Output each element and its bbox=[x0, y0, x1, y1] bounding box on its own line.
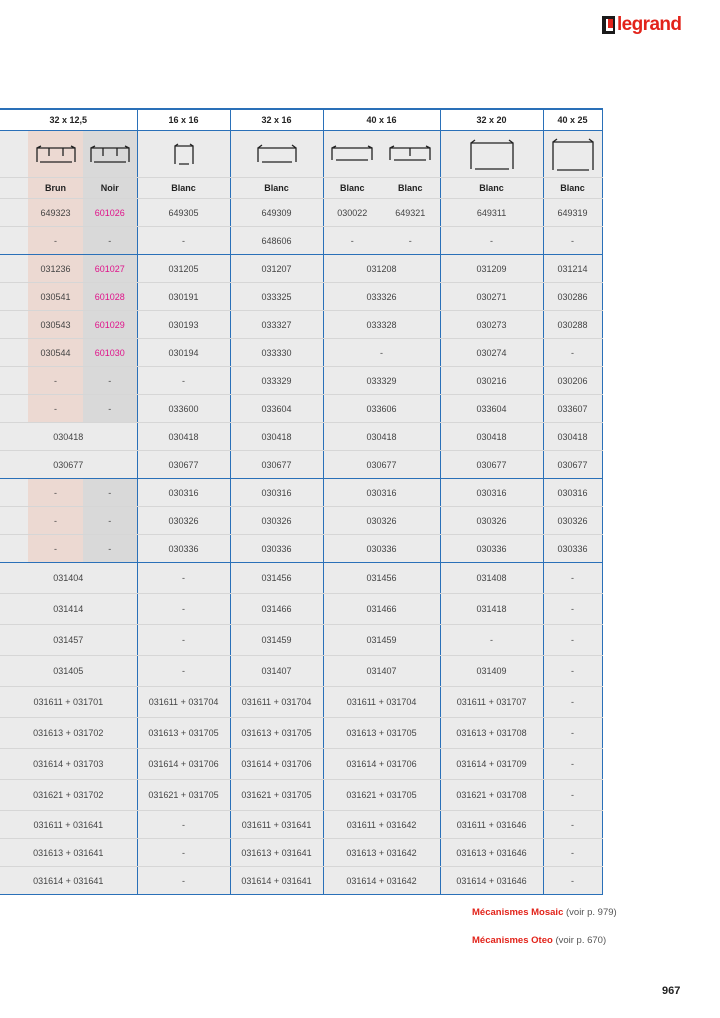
table-cell: 030216 bbox=[440, 367, 543, 395]
table-cell: 033604 bbox=[440, 395, 543, 423]
table-cell: 030543 bbox=[28, 311, 83, 339]
table-cell: 031614 + 031642 bbox=[323, 867, 440, 895]
table-cell: 030022 bbox=[323, 199, 381, 227]
table-cell: - bbox=[137, 367, 230, 395]
table-row bbox=[0, 227, 602, 255]
table-cell: - bbox=[543, 749, 602, 780]
table-cell: 031418 bbox=[440, 594, 543, 625]
table-cell: 031214 bbox=[543, 255, 602, 283]
table-cell: 030273 bbox=[440, 311, 543, 339]
table-cell: 031459 bbox=[323, 625, 440, 656]
page-number: 967 bbox=[662, 985, 681, 997]
table-cell: 649319 bbox=[543, 199, 602, 227]
table-cell: 031208 bbox=[323, 255, 440, 283]
table-cell: - bbox=[323, 227, 381, 255]
table-cell: 030271 bbox=[440, 283, 543, 311]
channel-profile-icon bbox=[388, 144, 432, 164]
table-cell: - bbox=[543, 594, 602, 625]
table-row bbox=[0, 749, 602, 780]
table-cell: 031613 + 031642 bbox=[323, 839, 440, 867]
table-cell: 031611 + 031646 bbox=[440, 811, 543, 839]
table-cell: - bbox=[543, 563, 602, 594]
profile-image bbox=[137, 131, 230, 178]
table-cell: 649321 bbox=[381, 199, 440, 227]
table-row bbox=[0, 339, 602, 367]
table-cell: 031207 bbox=[230, 255, 323, 283]
table-cell: - bbox=[137, 594, 230, 625]
channel-profile-icon bbox=[330, 144, 374, 164]
table-cell: - bbox=[137, 625, 230, 656]
table-cell: 030418 bbox=[543, 423, 602, 451]
size-header: 32 x 12,5 bbox=[0, 109, 137, 131]
table-cell: - bbox=[28, 227, 83, 255]
table-cell: - bbox=[440, 227, 543, 255]
table-cell: - bbox=[543, 780, 602, 811]
table-cell: 033604 bbox=[230, 395, 323, 423]
table-cell: - bbox=[381, 227, 440, 255]
table-cell: 031613 + 031702 bbox=[0, 718, 137, 749]
table-cell: 030274 bbox=[440, 339, 543, 367]
channel-profile-icon bbox=[89, 144, 131, 164]
table-cell: 030677 bbox=[323, 451, 440, 479]
table-cell: - bbox=[137, 563, 230, 594]
profile-image bbox=[440, 131, 543, 178]
table-row bbox=[0, 563, 602, 594]
table-row bbox=[0, 867, 602, 895]
table-row bbox=[0, 811, 602, 839]
table-cell: 031613 + 031705 bbox=[230, 718, 323, 749]
table-row bbox=[0, 780, 602, 811]
link-ref: (voir p. 979) bbox=[566, 907, 617, 918]
color-label: Blanc bbox=[323, 178, 381, 199]
table-cell: - bbox=[543, 625, 602, 656]
table-cell: 031614 + 031646 bbox=[440, 867, 543, 895]
table-cell: 030288 bbox=[543, 311, 602, 339]
table-row bbox=[0, 395, 602, 423]
table-cell: 030336 bbox=[440, 535, 543, 563]
table-cell: 031611 + 031704 bbox=[323, 687, 440, 718]
table-cell: 031456 bbox=[323, 563, 440, 594]
table-cell: 030418 bbox=[440, 423, 543, 451]
table-cell: 649323 bbox=[28, 199, 83, 227]
table-cell: - bbox=[543, 811, 602, 839]
table-cell: 031621 + 031705 bbox=[230, 780, 323, 811]
table-cell: - bbox=[83, 479, 137, 507]
table-cell: 031466 bbox=[230, 594, 323, 625]
table-cell: 031614 + 031706 bbox=[323, 749, 440, 780]
table-cell: 031611 + 031707 bbox=[440, 687, 543, 718]
table-cell: 649311 bbox=[440, 199, 543, 227]
legrand-logo bbox=[602, 14, 681, 36]
table-cell: 031611 + 031641 bbox=[0, 811, 137, 839]
table-cell: 031611 + 031701 bbox=[0, 687, 137, 718]
table-row bbox=[0, 839, 602, 867]
table-cell: 033330 bbox=[230, 339, 323, 367]
table-cell: - bbox=[83, 507, 137, 535]
table-cell: 031621 + 031708 bbox=[440, 780, 543, 811]
table-row bbox=[0, 535, 602, 563]
table-row bbox=[0, 311, 602, 339]
table-cell: 031611 + 031641 bbox=[230, 811, 323, 839]
color-label: Brun bbox=[28, 178, 83, 199]
color-label: Blanc bbox=[543, 178, 602, 199]
table-cell: 030541 bbox=[28, 283, 83, 311]
table-cell: 030336 bbox=[230, 535, 323, 563]
table-cell: 031614 + 031706 bbox=[137, 749, 230, 780]
table-cell: 031613 + 031646 bbox=[440, 839, 543, 867]
table-cell: 033327 bbox=[230, 311, 323, 339]
table-cell: 033326 bbox=[323, 283, 440, 311]
table-cell: 031205 bbox=[137, 255, 230, 283]
table-cell: 031459 bbox=[230, 625, 323, 656]
table-cell: - bbox=[543, 227, 602, 255]
size-header: 40 x 16 bbox=[323, 109, 440, 131]
table-cell: - bbox=[28, 479, 83, 507]
table-cell: 030326 bbox=[137, 507, 230, 535]
table-cell: 031407 bbox=[323, 656, 440, 687]
table-cell: - bbox=[137, 656, 230, 687]
table-cell: 033606 bbox=[323, 395, 440, 423]
table-cell: 031456 bbox=[230, 563, 323, 594]
table-cell: - bbox=[440, 625, 543, 656]
table-cell: 033329 bbox=[230, 367, 323, 395]
table-cell: 031614 + 031641 bbox=[0, 867, 137, 895]
table-cell: 030316 bbox=[230, 479, 323, 507]
table-row bbox=[0, 656, 602, 687]
table-cell: 031614 + 031641 bbox=[230, 867, 323, 895]
table-cell: - bbox=[137, 811, 230, 839]
link-mosaic[interactable] bbox=[472, 907, 617, 918]
table-cell: 030677 bbox=[543, 451, 602, 479]
profile-image-row bbox=[0, 131, 602, 178]
brand-name: legrand bbox=[617, 14, 682, 35]
link-title: Mécanismes Oteo bbox=[472, 935, 553, 946]
table-row bbox=[0, 283, 602, 311]
table-cell: 030677 bbox=[230, 451, 323, 479]
size-header: 40 x 25 bbox=[543, 109, 602, 131]
table-cell: - bbox=[83, 227, 137, 255]
table-cell: 601030 bbox=[83, 339, 137, 367]
table-cell: 033325 bbox=[230, 283, 323, 311]
table-cell: 031404 bbox=[0, 563, 137, 594]
table-cell: - bbox=[137, 867, 230, 895]
table-cell: 031613 + 031641 bbox=[230, 839, 323, 867]
table-cell: 601028 bbox=[83, 283, 137, 311]
table-cell: 030206 bbox=[543, 367, 602, 395]
table-row bbox=[0, 423, 602, 451]
table-row bbox=[0, 199, 602, 227]
table-cell: 030326 bbox=[230, 507, 323, 535]
size-header-row bbox=[0, 109, 602, 131]
table-cell: 601029 bbox=[83, 311, 137, 339]
table-cell: 031414 bbox=[0, 594, 137, 625]
profile-image bbox=[323, 131, 381, 178]
table-cell: 030544 bbox=[28, 339, 83, 367]
table-cell: 030193 bbox=[137, 311, 230, 339]
table-cell: 030418 bbox=[0, 423, 137, 451]
table-row bbox=[0, 594, 602, 625]
table-cell: 030316 bbox=[543, 479, 602, 507]
table-cell: - bbox=[543, 687, 602, 718]
table-cell: 031611 + 031704 bbox=[137, 687, 230, 718]
size-header: 32 x 16 bbox=[230, 109, 323, 131]
table-cell: 030336 bbox=[137, 535, 230, 563]
product-reference-table bbox=[0, 108, 603, 895]
color-label: Blanc bbox=[381, 178, 440, 199]
table-cell: 649309 bbox=[230, 199, 323, 227]
table-cell: 030418 bbox=[323, 423, 440, 451]
table-row bbox=[0, 367, 602, 395]
table-cell: - bbox=[83, 535, 137, 563]
table-cell: 030336 bbox=[543, 535, 602, 563]
table-cell: 030677 bbox=[0, 451, 137, 479]
table-cell: 030286 bbox=[543, 283, 602, 311]
table-cell: 030677 bbox=[137, 451, 230, 479]
table-cell: 649305 bbox=[137, 199, 230, 227]
table-cell: 033600 bbox=[137, 395, 230, 423]
table-cell: - bbox=[28, 507, 83, 535]
table-cell: 601026 bbox=[83, 199, 137, 227]
table-cell: 030316 bbox=[137, 479, 230, 507]
table-cell: 030326 bbox=[323, 507, 440, 535]
table-cell: 031614 + 031703 bbox=[0, 749, 137, 780]
table-row bbox=[0, 625, 602, 656]
table-cell: 031209 bbox=[440, 255, 543, 283]
table-cell: 031236 bbox=[28, 255, 83, 283]
color-label: Noir bbox=[83, 178, 137, 199]
table-cell: 031466 bbox=[323, 594, 440, 625]
table-cell: 031457 bbox=[0, 625, 137, 656]
table-cell: 031611 + 031704 bbox=[230, 687, 323, 718]
table-cell: 033329 bbox=[323, 367, 440, 395]
table-cell: - bbox=[28, 395, 83, 423]
channel-profile-icon bbox=[35, 144, 77, 164]
table-cell: - bbox=[543, 839, 602, 867]
table-cell: 030677 bbox=[440, 451, 543, 479]
size-header: 32 x 20 bbox=[440, 109, 543, 131]
table-cell: 031613 + 031708 bbox=[440, 718, 543, 749]
table-cell: 030194 bbox=[137, 339, 230, 367]
table-cell: 031614 + 031706 bbox=[230, 749, 323, 780]
table-cell: 031613 + 031705 bbox=[323, 718, 440, 749]
channel-profile-icon bbox=[172, 142, 196, 166]
table-cell: - bbox=[83, 395, 137, 423]
table-cell: 031613 + 031705 bbox=[137, 718, 230, 749]
table-cell: 031621 + 031705 bbox=[137, 780, 230, 811]
table-cell: 030191 bbox=[137, 283, 230, 311]
profile-image bbox=[381, 131, 440, 178]
table-cell: 031611 + 031642 bbox=[323, 811, 440, 839]
color-label: Blanc bbox=[230, 178, 323, 199]
table-cell: 031405 bbox=[0, 656, 137, 687]
table-cell: - bbox=[543, 656, 602, 687]
table-row bbox=[0, 479, 602, 507]
color-label: Blanc bbox=[440, 178, 543, 199]
table-cell: 030336 bbox=[323, 535, 440, 563]
table-cell: - bbox=[543, 718, 602, 749]
link-oteo[interactable] bbox=[472, 935, 606, 946]
table-row bbox=[0, 507, 602, 535]
table-cell: 033328 bbox=[323, 311, 440, 339]
channel-profile-icon bbox=[469, 137, 515, 171]
table-row bbox=[0, 255, 602, 283]
table-cell: - bbox=[28, 367, 83, 395]
table-cell: 033607 bbox=[543, 395, 602, 423]
link-ref: (voir p. 670) bbox=[555, 935, 607, 946]
table-cell: - bbox=[83, 367, 137, 395]
table-cell: 601027 bbox=[83, 255, 137, 283]
table-cell: 030316 bbox=[323, 479, 440, 507]
table-row bbox=[0, 687, 602, 718]
table-cell: 031408 bbox=[440, 563, 543, 594]
table-cell: - bbox=[137, 839, 230, 867]
table-cell: 030418 bbox=[137, 423, 230, 451]
link-title: Mécanismes Mosaic bbox=[472, 907, 564, 918]
table-cell: 030316 bbox=[440, 479, 543, 507]
table-cell: 031407 bbox=[230, 656, 323, 687]
table-cell: 030326 bbox=[440, 507, 543, 535]
profile-image bbox=[28, 131, 83, 178]
legrand-logo-mark-icon bbox=[602, 16, 615, 34]
table-cell: 031614 + 031709 bbox=[440, 749, 543, 780]
profile-image bbox=[83, 131, 137, 178]
table-cell: - bbox=[543, 339, 602, 367]
table-cell: 031621 + 031702 bbox=[0, 780, 137, 811]
table-row bbox=[0, 718, 602, 749]
table-cell: 030418 bbox=[230, 423, 323, 451]
table-cell: - bbox=[137, 227, 230, 255]
table-cell: - bbox=[28, 535, 83, 563]
table-row bbox=[0, 451, 602, 479]
table-cell: 031613 + 031641 bbox=[0, 839, 137, 867]
channel-profile-icon bbox=[256, 142, 298, 166]
size-header: 16 x 16 bbox=[137, 109, 230, 131]
profile-image bbox=[543, 131, 602, 178]
table-cell: 031409 bbox=[440, 656, 543, 687]
table-cell: - bbox=[543, 867, 602, 895]
table-cell: - bbox=[323, 339, 440, 367]
color-label: Blanc bbox=[137, 178, 230, 199]
channel-profile-icon bbox=[551, 136, 595, 172]
profile-image bbox=[230, 131, 323, 178]
table-cell: 031621 + 031705 bbox=[323, 780, 440, 811]
color-row bbox=[0, 178, 602, 199]
table-cell: 648606 bbox=[230, 227, 323, 255]
table-cell: 030326 bbox=[543, 507, 602, 535]
